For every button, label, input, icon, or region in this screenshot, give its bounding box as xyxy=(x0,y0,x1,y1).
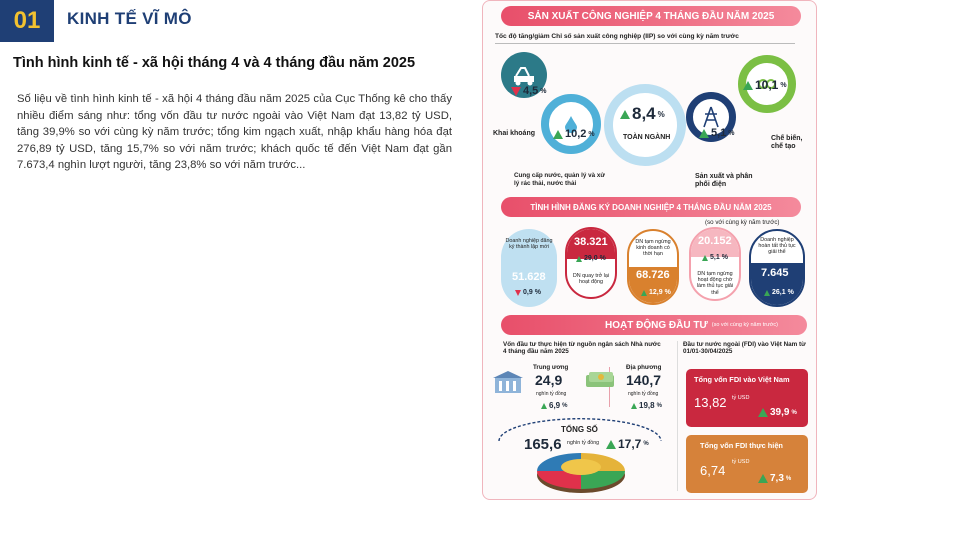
local-unit: nghìn tỷ đồng xyxy=(628,391,659,397)
up-arrow-icon xyxy=(541,403,547,409)
water-bubble xyxy=(541,94,601,154)
returned-enterprise-change: 29,0 % xyxy=(576,255,606,262)
fdi-realized-label: Tổng vốn FDI thực hiện xyxy=(700,441,783,450)
up-arrow-icon xyxy=(620,110,630,119)
central-change: 6,9 % xyxy=(541,401,567,410)
fdi-total-unit: tỷ USD xyxy=(732,395,750,401)
money-stack-icon xyxy=(583,369,617,393)
up-arrow-icon xyxy=(631,403,637,409)
new-enterprise-value: 51.628 xyxy=(512,271,546,283)
fdi-realized-value: 6,74 xyxy=(700,463,726,478)
pending-dissolution-change: 5,1 % xyxy=(702,254,728,261)
fdi-realized-box xyxy=(686,435,808,493)
total-industry-bubble xyxy=(604,84,686,166)
returned-enterprise-label: DN quay trở lại hoạt động xyxy=(572,273,610,286)
fdi-total-change: 39,9 % xyxy=(758,407,797,418)
dissolved-enterprise-label: Doanh nghiệp hoàn tất thủ tục giải thể xyxy=(758,237,796,256)
power-tower-icon xyxy=(701,106,721,128)
new-enterprise-change: 0,9 % xyxy=(515,289,541,296)
pending-dissolution-value: 20.152 xyxy=(698,235,732,247)
down-arrow-icon xyxy=(515,290,521,296)
body-paragraph: Số liệu về tình hình kinh tế - xã hội 4 tháng đầu năm 2025 của Cục Thống kê cho thấy nhiều điểm sáng như: tổng vốn đầu tư nước ngoài vào Việt Nam đạt 13,82 tỷ USD, tăng 39,9% so với cùng kỳ năm trước; tổng kim ngạch xuất, nhập khẩu hàng hóa đạt 276,89 tỷ USD, tăng 15,7% so với năm trước; khách quốc tế đến Việt Nam đạt gần 7.673,4 nghìn lượt người, tăng 23,8% so với năm trước... xyxy=(17,93,452,172)
up-arrow-icon xyxy=(641,290,647,296)
budget-title: Vốn đầu tư thực hiện từ nguồn ngân sách Nhà nước 4 tháng đầu năm 2025 xyxy=(503,341,661,356)
section-number: 01 xyxy=(0,0,54,42)
local-label: Địa phương xyxy=(626,364,662,371)
investment-banner: HOẠT ĐỘNG ĐẦU TƯ (so với cùng kỳ năm trước) xyxy=(501,315,807,335)
fdi-realized-change: 7,3 % xyxy=(758,473,791,484)
building-icon xyxy=(491,369,527,397)
enterprise-note: (so với cùng kỳ năm trước) xyxy=(705,219,780,226)
mining-value: 4,5 % xyxy=(511,85,547,97)
manufacturing-label: Chế biến, chế tạo xyxy=(771,135,803,150)
water-value: 10,2 % xyxy=(553,128,595,140)
up-arrow-icon xyxy=(758,474,768,483)
local-value: 140,7 xyxy=(626,372,662,388)
up-arrow-icon xyxy=(764,290,770,296)
industry-subtitle: Tốc độ tăng/giảm Chỉ số sản xuất công nghiệp (IIP) so với cùng kỳ năm trước xyxy=(495,33,795,44)
returned-enterprise-value: 38.321 xyxy=(574,236,608,248)
enterprise-banner: TÌNH HÌNH ĐĂNG KÝ DOANH NGHIỆP 4 THÁNG ĐẦU NĂM 2025 xyxy=(501,197,801,217)
central-unit: nghìn tỷ đồng xyxy=(536,391,567,397)
electricity-value: 5,1 % xyxy=(699,127,735,139)
pending-dissolution-label: DN tạm ngừng hoạt động chờ làm thủ tục giải thể xyxy=(696,271,734,296)
water-label: Cung cấp nước, quản lý và xử lý rác thải, nước thải xyxy=(514,172,605,187)
fdi-total-value: 13,82 xyxy=(694,395,727,410)
central-value: 24,9 xyxy=(535,372,563,388)
section-title: KINH TẾ VĨ MÔ xyxy=(67,9,192,28)
fdi-realized-unit: tỷ USD xyxy=(732,459,750,465)
local-change: 19,8 % xyxy=(631,401,662,410)
fdi-total-box xyxy=(686,369,808,427)
suspended-enterprise-label: DN tạm ngừng kinh doanh có thời hạn xyxy=(635,239,671,258)
suspended-enterprise-change: 12,9 % xyxy=(641,289,671,296)
up-arrow-icon xyxy=(743,81,753,90)
mining-label: Khai khoáng xyxy=(493,130,536,137)
electricity-label: Sản xuất và phân phối điện xyxy=(695,173,753,188)
total-industry-value: 8,4 % xyxy=(620,104,665,124)
infographic xyxy=(482,0,817,500)
page-title: Tình hình kinh tế - xã hội tháng 4 và 4 tháng đầu năm 2025 xyxy=(13,55,416,71)
down-arrow-icon xyxy=(511,87,521,96)
mining-icon xyxy=(511,64,537,86)
suspended-enterprise-value: 68.726 xyxy=(636,269,670,281)
total-value: 165,6 xyxy=(524,436,562,453)
total-industry-label: TOÀN NGÀNH xyxy=(623,134,671,141)
up-arrow-icon xyxy=(576,256,582,262)
up-arrow-icon xyxy=(758,408,768,417)
up-arrow-icon xyxy=(699,129,709,138)
new-enterprise-label: Doanh nghiệp đăng ký thành lập mới xyxy=(505,238,553,251)
dissolved-enterprise-value: 7.645 xyxy=(761,267,789,279)
up-arrow-icon xyxy=(553,130,563,139)
manufacturing-value: 10,1 % xyxy=(743,78,787,92)
up-arrow-icon xyxy=(702,255,708,261)
industry-banner: SẢN XUẤT CÔNG NGHIỆP 4 THÁNG ĐẦU NĂM 2025 xyxy=(501,6,801,26)
total-label: TỔNG SỐ xyxy=(561,425,598,434)
dissolved-enterprise-change: 26,1 % xyxy=(764,289,794,296)
total-unit: nghìn tỷ đồng xyxy=(567,440,600,446)
fdi-title: Đầu tư nước ngoài (FDI) vào Việt Nam từ 01/01-30/04/2025 xyxy=(683,341,806,356)
central-label: Trung ương xyxy=(533,364,569,371)
total-change: 17,7 % xyxy=(606,437,649,451)
up-arrow-icon xyxy=(606,440,616,449)
fdi-total-label: Tổng vốn FDI vào Việt Nam xyxy=(694,375,790,384)
